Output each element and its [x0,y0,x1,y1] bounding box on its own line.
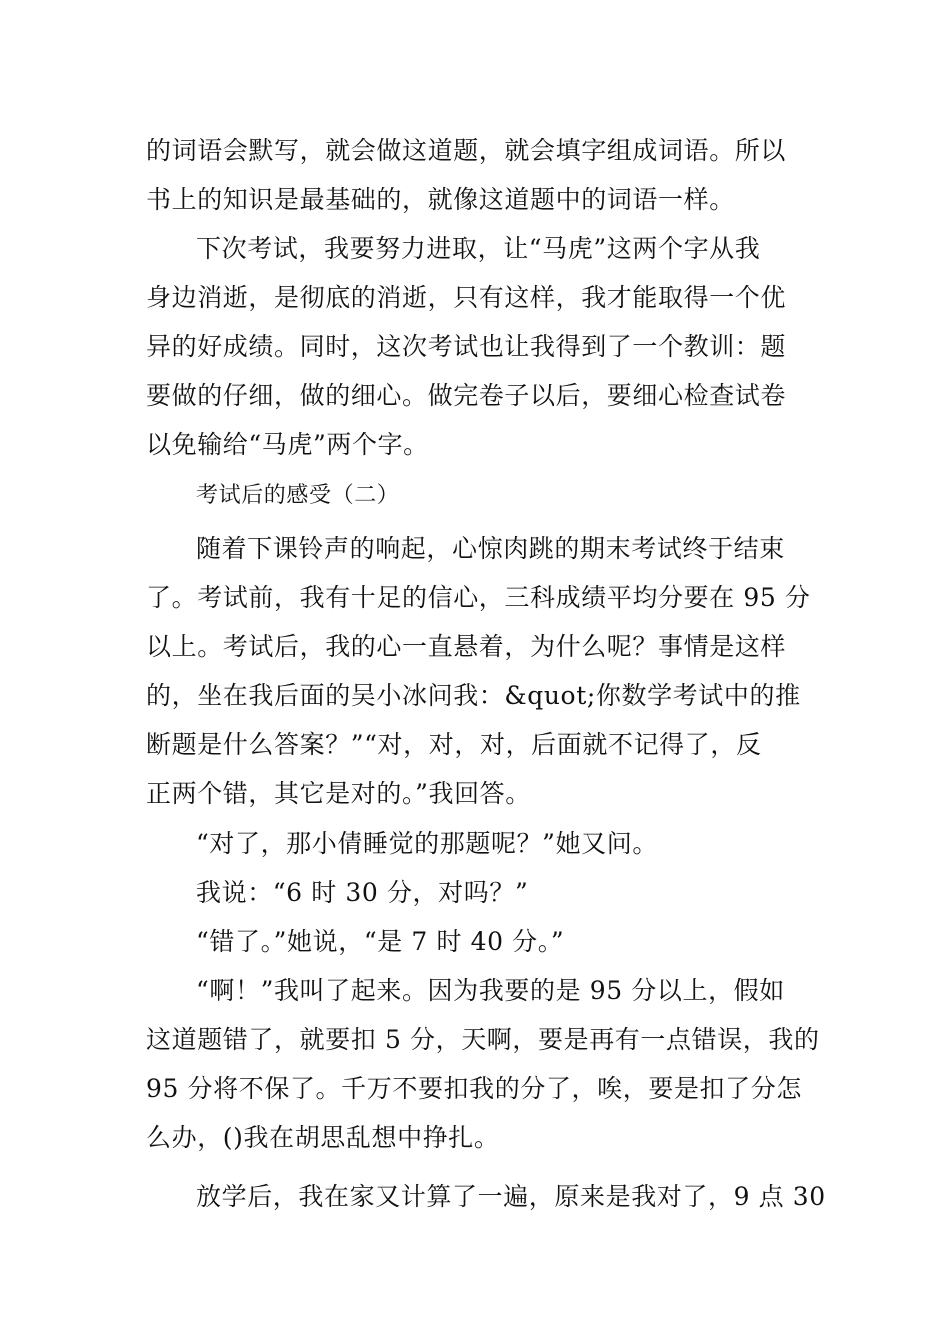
text-line: 这道题错了，就要扣 5 分，天啊，要是再有一点错误，我的 [146,1025,820,1054]
text-line: 了。考试前，我有十足的信心，三科成绩平均分要在 95 分 [146,583,811,612]
paragraph-start-line: 下次考试，我要努力进取，让“马虎”这两个字从我 [196,234,761,263]
text-line: 要做的仔细，做的细心。做完卷子以后，要细心检查试卷 [146,381,787,410]
text-line: 以上。考试后，我的心一直悬着，为什么呢？事情是这样 [146,632,787,661]
text-line: 正两个错，其它是对的。”我回答。 [146,779,531,808]
section-heading: 考试后的感受（二） [196,483,400,508]
paragraph-start-line: “错了。”她说，“是 7 时 40 分。” [196,927,565,956]
text-line: 以免输给“马虎”两个字。 [146,430,429,459]
text-line: 断题是什么答案？”“对，对，对，后面就不记得了，反 [146,730,762,759]
paragraph-start-line: 放学后，我在家又计算了一遍，原来是我对了，9 点 30 [196,1182,826,1211]
text-line: 的词语会默写，就会做这道题，就会填字组成词语。所以 [146,136,787,165]
paragraph-start-line: “对了，那小倩睡觉的那题呢？”她又问。 [196,829,658,858]
text-line: 95 分将不保了。千万不要扣我的分了，唉，要是扣了分怎 [146,1074,802,1103]
text-line: 身边消逝，是彻底的消逝，只有这样，我才能取得一个优 [146,283,787,312]
text-line: 的，坐在我后面的吴小冰问我：&quot;你数学考试中的推 [146,681,801,710]
paragraph-start-line: 我说：“6 时 30 分，对吗？” [196,878,529,907]
paragraph-start-line: “啊！”我叫了起来。因为我要的是 95 分以上，假如 [196,976,785,1005]
text-line: 书上的知识是最基础的，就像这道题中的词语一样。 [146,185,735,214]
text-line: 异的好成绩。同时，这次考试也让我得到了一个教训：题 [146,332,787,361]
text-line: 么办，()我在胡思乱想中挣扎。 [146,1123,500,1152]
paragraph-start-line: 随着下课铃声的响起，心惊肉跳的期末考试终于结束 [196,534,785,563]
